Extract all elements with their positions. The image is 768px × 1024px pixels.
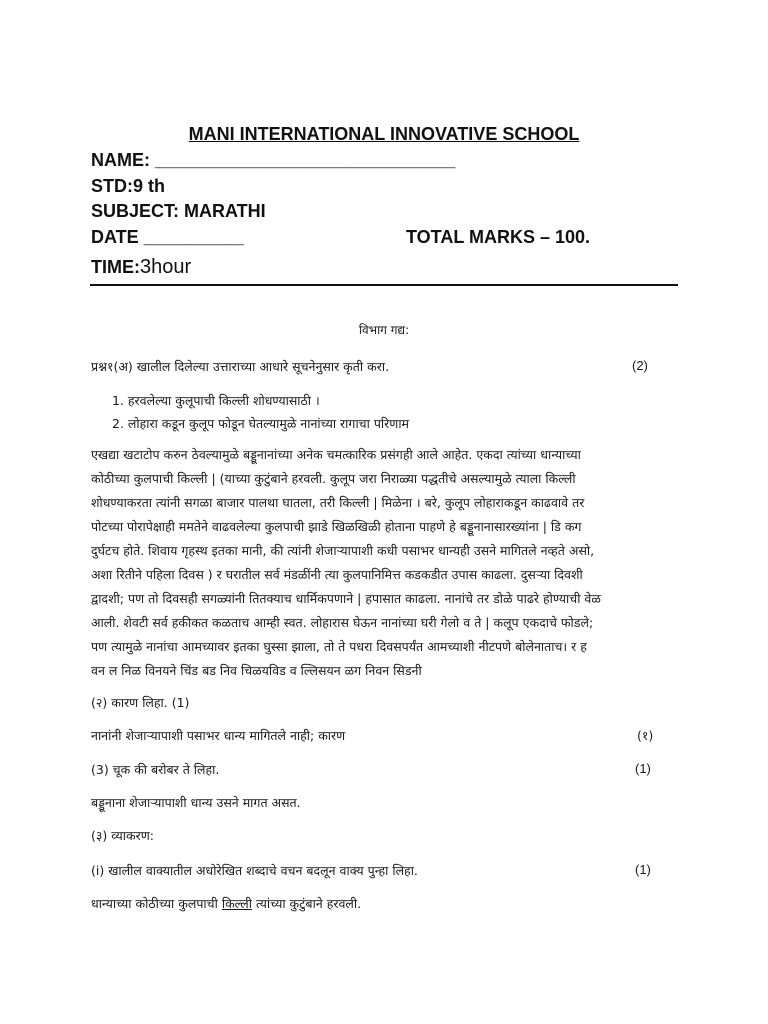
passage-line-2: कोठीच्या कुलपाची किल्ली | (याच्या कुटुंबाने हरवली. कुलूप जरा निराळ्या पद्धतीचे असल्यामुळे त्याला किल्ली bbox=[91, 471, 576, 486]
std-field: STD:9 th bbox=[91, 176, 165, 196]
passage-line-7: द्वादशी; पण तो दिवसही सगळ्यांनी तितक्याच धार्मिकपणाने | हपासात काढला. नानांचे तर डोळे पाढरे होण्याची वेळ bbox=[91, 591, 601, 606]
section-title: विभाग गद्य: bbox=[358, 323, 410, 337]
question-3-text: बड्डूनाना शेजाऱ्यापाशी धान्य उसने मागत असत. bbox=[91, 795, 301, 810]
time-value: 3hour bbox=[140, 256, 192, 278]
passage-line-10: वन ल निळ विनयने चिंड बड निव चिळयविड व ल्लिसयन ळग निवन सिडनी bbox=[91, 663, 422, 678]
sentence-part-before: धान्याच्या कोठीच्या कुलपाची bbox=[91, 896, 222, 911]
passage-line-4: पोटच्या पोरापेक्षाही ममतेने वाढवलेल्या कुलपाची झाडे खिळखिळी होताना पाहणे हे बड्डूनानासारख्यांना | डि कग bbox=[91, 519, 582, 534]
passage-line-5: दुर्घटच होते. शिवाय गृहस्थ इतका मानी, की त्यांनी शेजाऱ्यापाशी कधी पसाभर धान्यही उसने मागितले नव्हते असो, bbox=[91, 543, 595, 558]
sentence-part-after: त्यांच्या कुटुंबाने हरवली. bbox=[252, 896, 362, 911]
name-field: NAME: ______________________________ bbox=[91, 150, 456, 170]
passage-line-6: अशा रितीने पहिला दिवस ) र घरातील सर्व मंडळींनी त्या कुलपानिमित्त कडकडीत उपास काढला. दुसऱ्या दिवशी bbox=[91, 567, 583, 582]
question-3-marks: (1) bbox=[635, 761, 651, 776]
question-1-item-2: 2. लोहारा कडून कुलूप फोडून घेतल्यामुळे नानांच्या रागाचा परिणाम bbox=[112, 416, 410, 431]
grammar-section-title: (३) व्याकरण: bbox=[91, 828, 154, 843]
question-1-text: प्रश्न१(अ) खालील दिलेल्या उत्ताराच्या आधारे सूचनेनुसार कृती करा. bbox=[91, 359, 390, 374]
question-3-title: (3) चूक की बरोबर ते लिहा. bbox=[91, 762, 220, 777]
total-marks: TOTAL MARKS – 100. bbox=[406, 227, 591, 247]
passage-line-9: पण त्यामुळे नानांचा आमच्यावर इतका घुस्सा झाला, तो ते पधरा दिवसपर्यंत आमच्याशी नीटपणे बोलेनाताच। र ह bbox=[91, 639, 587, 654]
header-divider bbox=[90, 284, 678, 286]
passage-line-3: शोधण्याकरता त्यांनी सगळा बाजार पालथा घातला, तरी किल्ली | मिळेना । बरे, कुलूप लोहाराकडून काढवावे तर bbox=[91, 495, 585, 510]
time-field bbox=[91, 256, 191, 279]
question-5-marks: (1) bbox=[635, 862, 651, 877]
question-1-marks: (2) bbox=[632, 358, 648, 373]
passage-line-8: आली. शेवटी सर्व हकीकत कळताच आम्ही स्वत. लोहारास घेऊन नानांच्या घरी गेलो व ते | कलूप एकदाचे फोडले; bbox=[91, 615, 594, 630]
school-title: MANI INTERNATIONAL INNOVATIVE SCHOOL bbox=[188, 124, 580, 144]
subject-field: SUBJECT: MARATHI bbox=[91, 201, 266, 221]
date-field: DATE __________ bbox=[91, 227, 244, 247]
question-1-item-1: 1. हरवलेल्या कुलूपाची किल्ली शोधण्यासाठी । bbox=[112, 393, 320, 408]
question-2-marks: (१) bbox=[637, 728, 654, 743]
question-5-sentence bbox=[91, 895, 361, 912]
time-label: TIME: bbox=[91, 257, 140, 277]
question-2-text: नानांनी शेजाऱ्यापाशी पसाभर धान्य मागितले नाही; कारण bbox=[91, 728, 346, 743]
question-5-title: (i) खालील वाक्यातील अधोरेखित शब्दाचे वचन बदलून वाक्य पुन्हा लिहा. bbox=[91, 863, 418, 878]
question-2-title: (२) कारण लिहा. (1) bbox=[91, 695, 190, 710]
passage-line-1: एखद्या खटाटोप करुन ठेवल्यामुळे बड्डूनानांच्या अनेक चमत्कारिक प्रसंगही आले आहेत. एकदा त्यांच्या धान्याच्या bbox=[91, 447, 581, 462]
underlined-word: किल्ली bbox=[221, 896, 253, 911]
